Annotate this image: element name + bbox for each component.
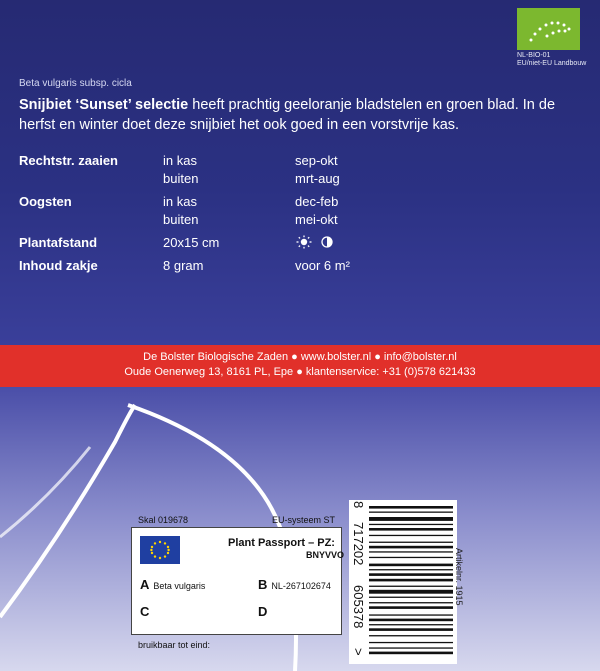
barcode-bar [369, 602, 453, 603]
barcode-digits-left: 717202 [351, 522, 366, 566]
barcode-bar [369, 535, 453, 536]
barcode-bar [369, 624, 453, 625]
barcode-arrow: > [351, 648, 366, 656]
barcode-bar [369, 606, 453, 609]
field-d [258, 604, 271, 619]
barcode-bar [369, 590, 453, 594]
field-c-letter: C [140, 604, 150, 619]
barcode-bar [369, 512, 453, 513]
barcode-bar [369, 557, 453, 558]
field-b [258, 577, 331, 592]
content-label: Inhoud zakje [19, 258, 98, 273]
barcode-bar [369, 597, 453, 598]
half-shade-icon [319, 235, 335, 249]
barcode-bar [369, 524, 453, 525]
field-b-value: NL-267102674 [271, 581, 331, 591]
barcode-bar [369, 652, 453, 655]
barcode-bar [369, 647, 453, 648]
barcode-bar [369, 528, 453, 531]
sow-period-1: sep-okt [295, 153, 338, 168]
spacing-label: Plantafstand [19, 235, 98, 250]
eu-flag-icon [140, 536, 180, 564]
product-name: Snijbiet ‘Sunset’ selectie [19, 97, 189, 113]
organic-certification-code: NL-BIO-01 EU/niet-EU Landbouw [517, 52, 587, 67]
usable-until: bruikbaar tot eind: [138, 640, 211, 650]
barcode-digits-right: 605378 [351, 585, 366, 629]
sow-period-2: mrt-aug [295, 171, 340, 186]
harvest-label: Oogsten [19, 194, 72, 209]
article-number: Artikelnr. 1915 [454, 548, 464, 606]
barcode-bar [369, 586, 453, 587]
barcode-bar [369, 579, 453, 582]
barcode-bar [369, 642, 453, 643]
barcode-bar [369, 614, 453, 615]
field-c [140, 604, 153, 619]
leaf-icon [517, 8, 580, 50]
sow-place-1: in kas [163, 153, 197, 168]
harvest-place-2: buiten [163, 212, 199, 227]
latin-name: Beta vulgaris subsp. cicla [19, 78, 132, 89]
field-b-letter: B [258, 577, 268, 592]
barcode-bar [369, 506, 453, 509]
content-area: voor 6 m² [295, 258, 350, 273]
passport-code: BNYVVO [306, 550, 345, 560]
description-text: heeft prachtig geeloranje bladstelen en groen blad. In de herfst en winter doet deze snijbiet het ook goed in een vorstvrije kas. [19, 97, 556, 133]
plant-passport [131, 527, 345, 635]
sowing-spec-table [19, 153, 350, 276]
barcode-bar [369, 569, 453, 570]
sow-label: Rechtstr. zaaien [19, 153, 118, 168]
company-info-bar [0, 345, 600, 387]
barcode-bar [369, 635, 453, 636]
company-contact-line: De Bolster Biologische Zaden ● www.bolster.nl ● info@bolster.nl [143, 351, 457, 363]
barcode-bar [369, 573, 453, 576]
skal-number: Skal 019678 [138, 515, 189, 525]
spacing-value: 20x15 cm [163, 235, 220, 250]
barcode-bar [369, 546, 453, 549]
barcode-bar [369, 628, 453, 631]
field-a-value: Beta vulgaris [153, 581, 206, 591]
eu-system: EU-systeem ST [272, 515, 336, 525]
eu-organic-logo [517, 8, 580, 50]
barcode-digit-first: 8 [351, 501, 366, 509]
harvest-period-2: mei-okt [295, 212, 338, 227]
barcode-bar [369, 542, 453, 543]
content-value: 8 gram [163, 258, 204, 273]
sow-place-2: buiten [163, 171, 199, 186]
sun-icon [295, 235, 313, 249]
company-address-line: Oude Oenerweg 13, 8161 PL, Epe ● klantenservice: +31 (0)578 621433 [124, 366, 476, 378]
harvest-place-1: in kas [163, 194, 197, 209]
product-description [19, 95, 584, 135]
passport-title: Plant Passport – PZ: [228, 537, 335, 549]
field-d-letter: D [258, 604, 268, 619]
barcode-bar [369, 517, 453, 521]
barcode-bar [369, 619, 453, 622]
barcode-bar [369, 564, 453, 567]
field-a-letter: A [140, 577, 150, 592]
harvest-period-1: dec-feb [295, 194, 339, 209]
barcode-bar [369, 551, 453, 552]
field-a [140, 577, 205, 592]
